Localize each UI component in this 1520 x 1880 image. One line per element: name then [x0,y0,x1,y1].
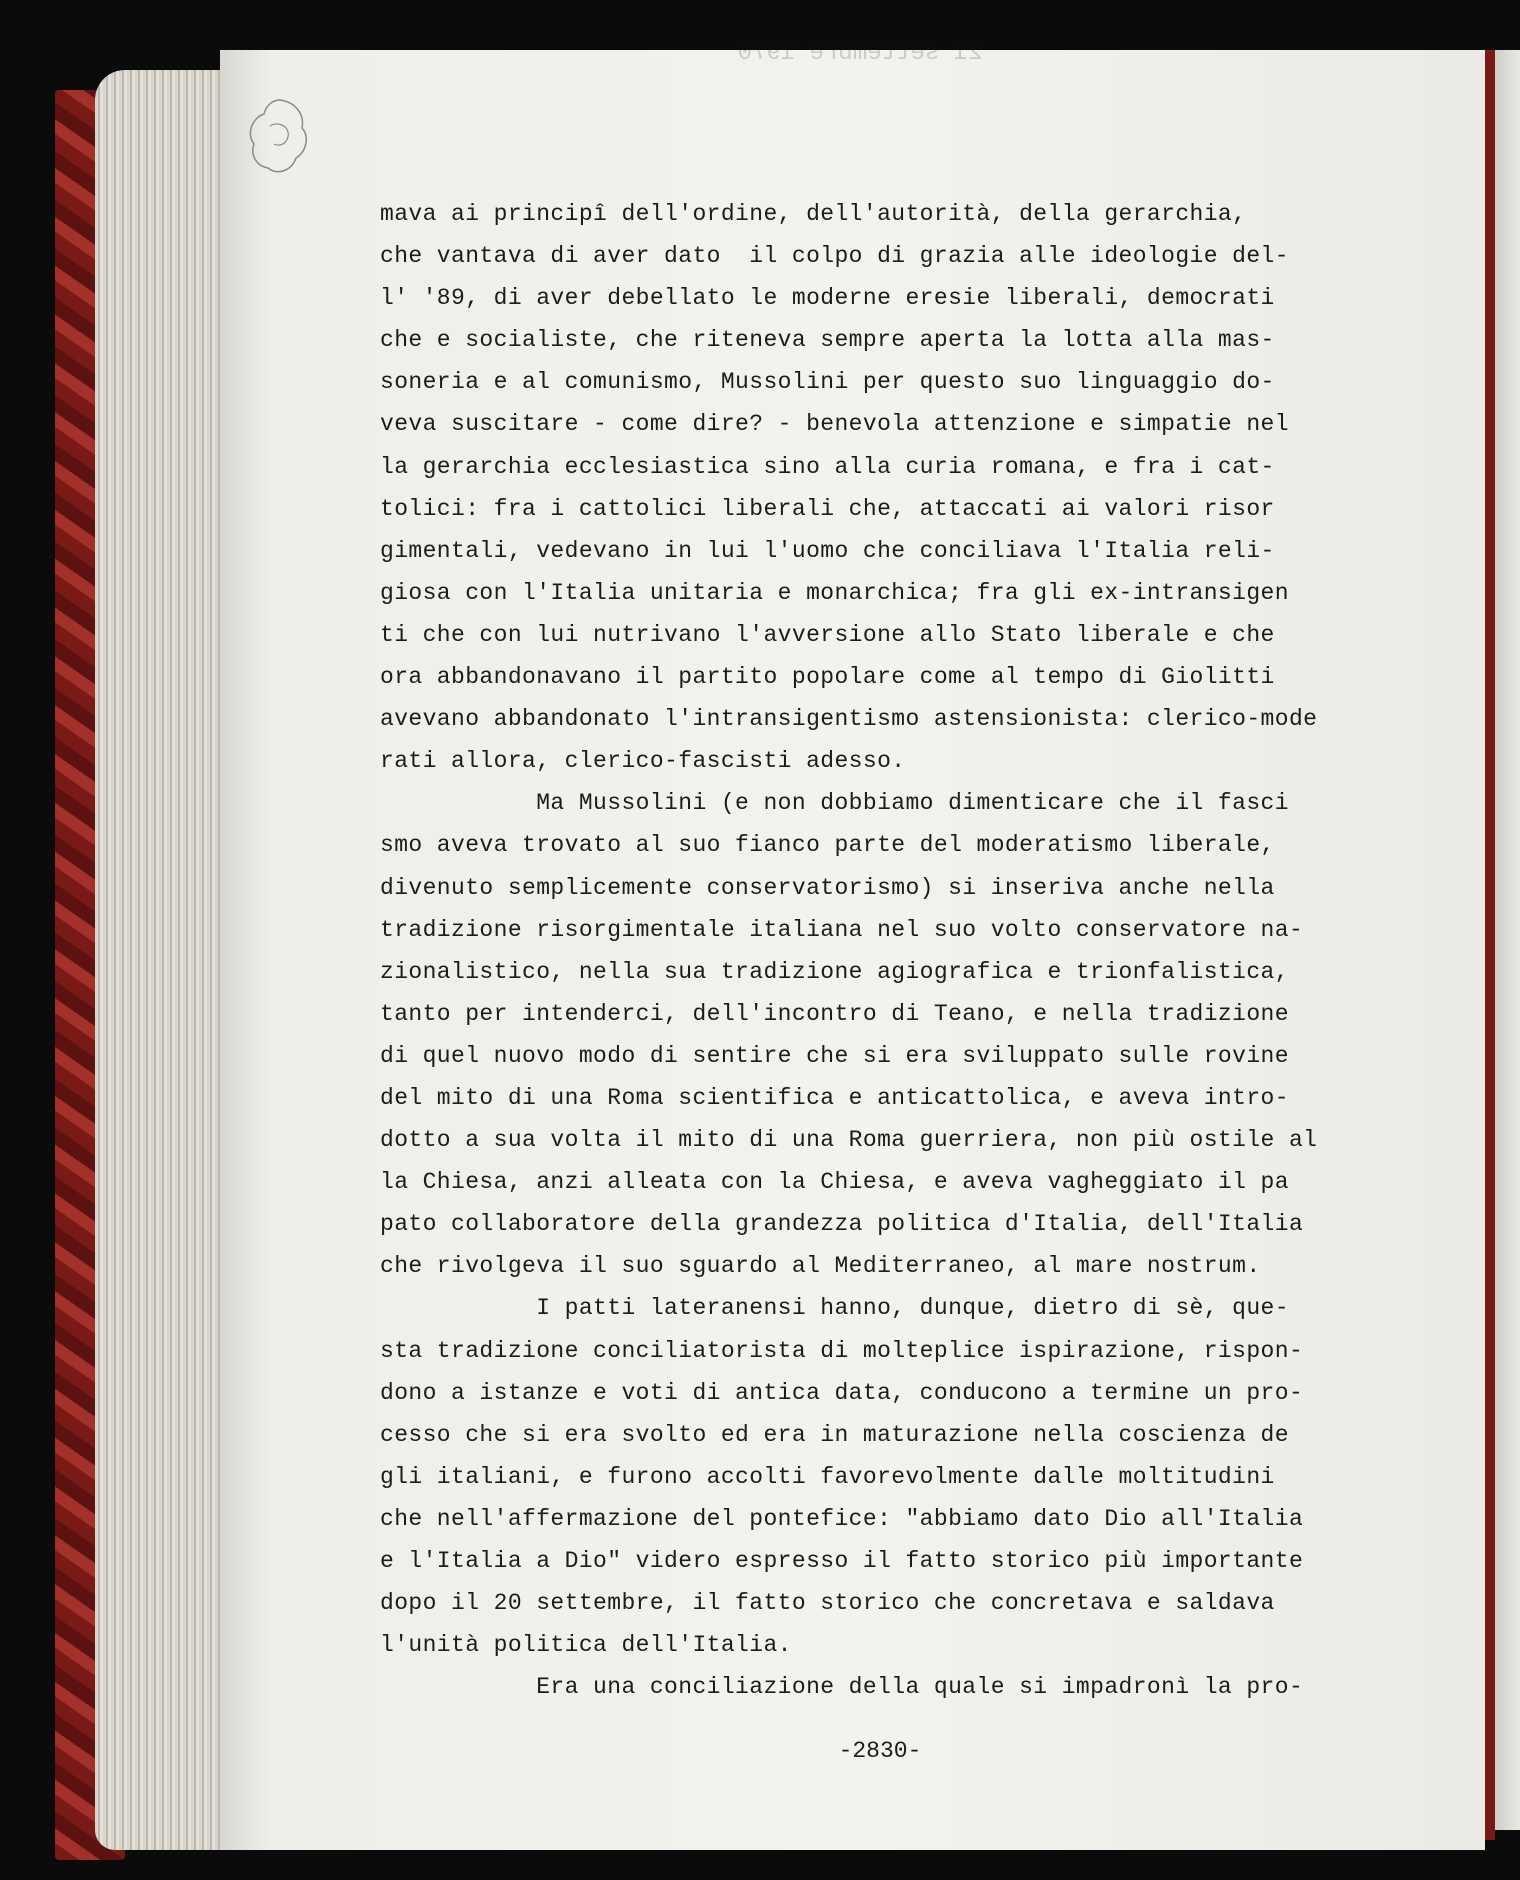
text-line: avevano abbandonato l'intransigentismo astensionista: clerico-mode [380,706,1318,733]
text-line: dono a istanze e voti di antica data, conducono a termine un pro- [380,1379,1304,1406]
body-text [380,193,1318,1708]
text-line: divenuto semplicemente conservatorismo) si inseriva anche nella [380,874,1275,901]
text-line: dotto a sua volta il mito di una Roma guerriera, non più ostile al [380,1127,1318,1154]
text-line: pato collaboratore della grandezza politica d'Italia, dell'Italia [380,1211,1304,1238]
text-line: che nell'affermazione del pontefice: "abbiamo dato Dio all'Italia [380,1505,1304,1532]
text-line: sta tradizione conciliatorista di molteplice ispirazione, rispon- [380,1337,1304,1364]
text-line: cesso che si era svolto ed era in maturazione nella coscienza de [380,1421,1289,1448]
text-line: che vantava di aver dato il colpo di grazia alle ideologie del- [380,243,1289,270]
text-line: veva suscitare - come dire? - benevola attenzione e simpatie nel [380,411,1289,438]
text-line: ti che con lui nutrivano l'avversione allo Stato liberale e che [380,621,1275,648]
text-line: gli italiani, e furono accolti favorevolmente dalle moltitudini [380,1463,1275,1490]
text-line: l' '89, di aver debellato le moderne eresie liberali, democrati [380,285,1275,312]
text-line: l'unità politica dell'Italia. [380,1632,792,1659]
text-line: del mito di una Roma scientifica e anticattolica, e aveva intro- [380,1084,1289,1111]
text-line: la gerarchia ecclesiastica sino alla curia romana, e fra i cat- [380,453,1275,480]
text-line: di quel nuovo modo di sentire che si era sviluppato sulle rovine [380,1042,1289,1069]
text-line: tolici: fra i cattolici liberali che, attaccati ai valori risor [380,495,1275,522]
text-line: che rivolgeva il suo sguardo al Mediterraneo, al mare nostrum. [380,1253,1261,1280]
text-line: smo aveva trovato al suo fianco parte del moderatismo liberale, [380,832,1275,859]
bleed-through-header: 21 settembre 1970 [737,40,983,67]
text-line: soneria e al comunismo, Mussolini per questo suo linguaggio do- [380,369,1275,396]
text-line: giosa con l'Italia unitaria e monarchica; fra gli ex-intransigen [380,579,1289,606]
text-line: Era una conciliazione della quale si impadronì la pro- [380,1674,1304,1701]
text-line: gimentali, vedevano in lui l'uomo che conciliava l'Italia reli- [380,537,1275,564]
text-line: che e socialiste, che riteneva sempre aperta la lotta alla mas- [380,327,1275,354]
text-line: rati allora, clerico-fascisti adesso. [380,748,906,775]
text-line: dopo il 20 settembre, il fatto storico che concretava e saldava [380,1590,1275,1617]
text-line: mava ai principî dell'ordine, dell'autorità, della gerarchia, [380,201,1247,227]
library-stamp-icon [240,92,320,182]
text-line: la Chiesa, anzi alleata con la Chiesa, e aveva vagheggiato il pa [380,1169,1289,1196]
text-line: ora abbandonavano il partito popolare come al tempo di Giolitti [380,664,1275,691]
page-number: -2830- [838,1738,922,1764]
text-line: I patti lateranensi hanno, dunque, dietro di sè, que- [380,1295,1289,1322]
text-line: tradizione risorgimentale italiana nel suo volto conservatore na- [380,916,1304,943]
text-line: zionalistico, nella sua tradizione agiografica e trionfalistica, [380,958,1289,985]
next-page-leaf [1495,50,1520,1830]
text-line: e l'Italia a Dio" videro espresso il fatto storico più importante [380,1548,1304,1574]
text-line: Ma Mussolini (e non dobbiamo dimenticare che il fasci [380,790,1289,817]
text-line: tanto per intenderci, dell'incontro di Teano, e nella tradizione [380,1000,1289,1027]
book-cover-right [1485,50,1495,1840]
